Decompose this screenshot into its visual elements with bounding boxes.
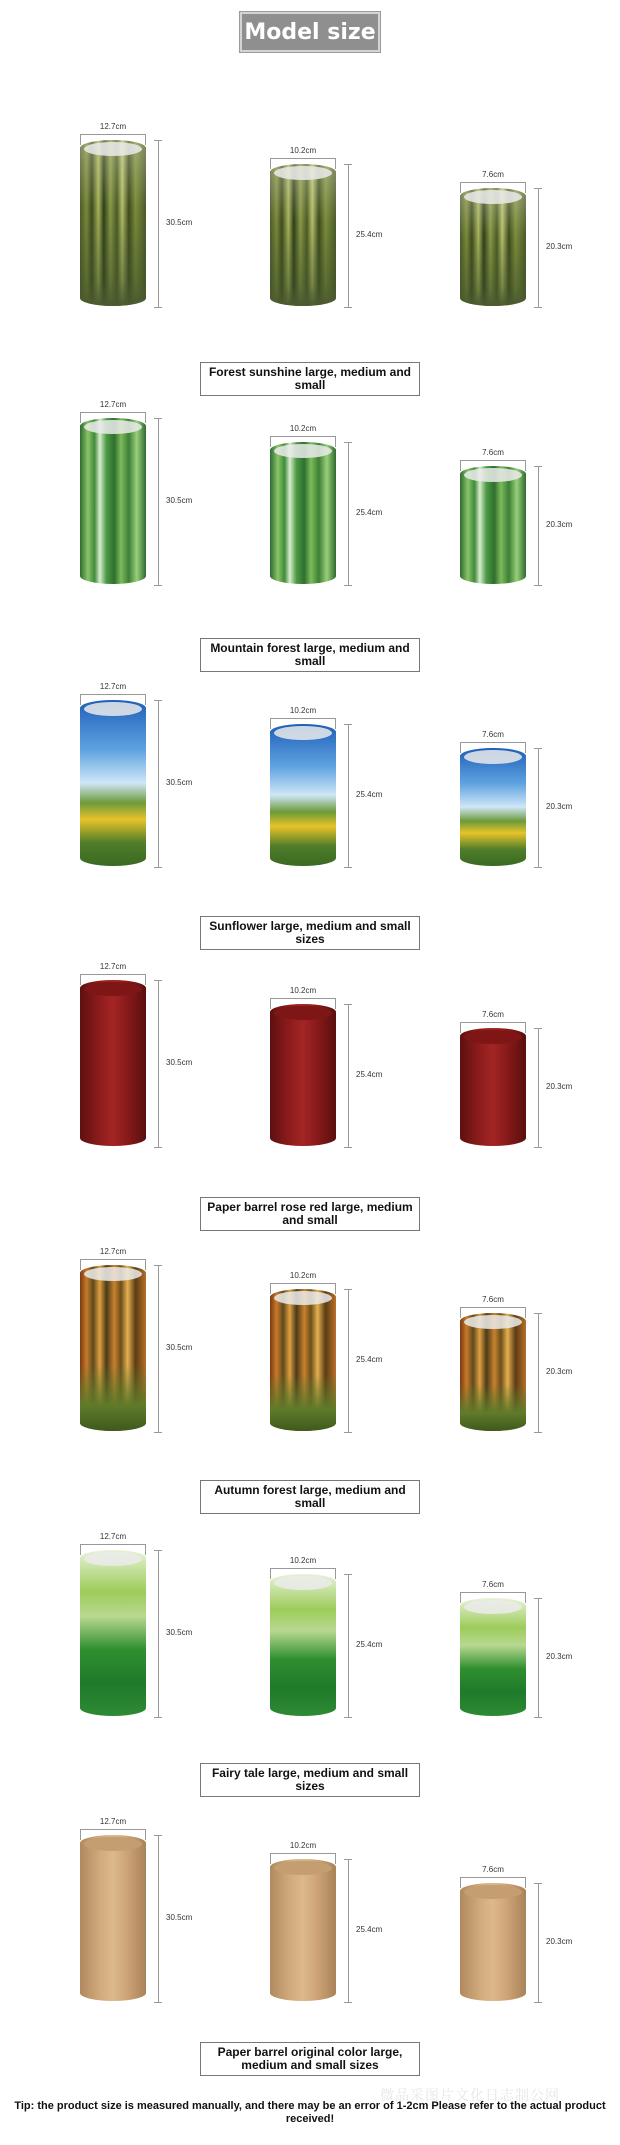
height-dimension-line (154, 1835, 162, 2003)
page-title: Model size (240, 12, 380, 52)
height-label: 25.4cm (356, 230, 383, 239)
width-label: 10.2cm (289, 1271, 317, 1280)
product-canister-large (80, 1835, 146, 2001)
width-label: 12.7cm (99, 1247, 127, 1256)
canister-lid (274, 1006, 332, 1020)
product-row (0, 1247, 620, 1445)
product-canister-large (80, 1265, 146, 1431)
height-label: 30.5cm (166, 1343, 193, 1352)
height-label: 20.3cm (546, 1652, 573, 1661)
product-canister-medium (270, 164, 336, 306)
product-caption: Paper barrel rose red large, medium and small (200, 1197, 420, 1231)
product-caption: Autumn forest large, medium and small (200, 1480, 420, 1514)
width-label: 12.7cm (99, 682, 127, 691)
width-label: 12.7cm (99, 1817, 127, 1826)
product-row (0, 1532, 620, 1730)
product-canister-medium (270, 1859, 336, 2001)
product-canister-medium (270, 1004, 336, 1146)
height-label: 20.3cm (546, 520, 573, 529)
product-canister-small (460, 748, 526, 866)
height-dimension-line (344, 1859, 352, 2003)
product-canister-large (80, 700, 146, 866)
canister-lid (464, 750, 522, 764)
product-caption: Forest sunshine large, medium and small (200, 362, 420, 396)
height-label: 20.3cm (546, 1367, 573, 1376)
width-label: 7.6cm (482, 170, 504, 179)
width-label: 12.7cm (99, 1532, 127, 1541)
height-label: 30.5cm (166, 1628, 193, 1637)
canister-lid (84, 702, 142, 716)
product-canister-medium (270, 1574, 336, 1716)
height-dimension-line (344, 724, 352, 868)
canister-lid (84, 1552, 142, 1566)
width-label: 7.6cm (482, 1295, 504, 1304)
height-label: 30.5cm (166, 218, 193, 227)
height-label: 25.4cm (356, 508, 383, 517)
height-dimension-line (154, 418, 162, 586)
width-label: 10.2cm (289, 986, 317, 995)
height-dimension-line (344, 1574, 352, 1718)
measurement-tip: Tip: the product size is measured manually, and there may be an error of 1-2cm Please refer to the actual product received! (14, 2100, 606, 2125)
width-label: 7.6cm (482, 448, 504, 457)
height-label: 25.4cm (356, 790, 383, 799)
height-label: 20.3cm (546, 242, 573, 251)
canister-lid (274, 1576, 332, 1590)
canister-lid (84, 420, 142, 434)
canister-lid (84, 1267, 142, 1281)
product-canister-small (460, 1598, 526, 1716)
product-row (0, 962, 620, 1160)
product-caption: Sunflower large, medium and small sizes (200, 916, 420, 950)
canister-lid (464, 190, 522, 204)
watermark: 微品采图片文化日志制公网 (380, 2087, 560, 2103)
height-dimension-line (154, 1265, 162, 1433)
height-dimension-line (344, 442, 352, 586)
height-label: 30.5cm (166, 1913, 193, 1922)
height-dimension-line (534, 1028, 542, 1148)
canister-lid (274, 726, 332, 740)
product-row (0, 682, 620, 880)
height-dimension-line (534, 1313, 542, 1433)
width-label: 7.6cm (482, 1010, 504, 1019)
canister-lid (84, 142, 142, 156)
product-row (0, 400, 620, 598)
product-caption: Mountain forest large, medium and small (200, 638, 420, 672)
product-row (0, 1817, 620, 2015)
canister-lid (464, 1315, 522, 1329)
width-label: 7.6cm (482, 1580, 504, 1589)
height-label: 25.4cm (356, 1925, 383, 1934)
height-label: 30.5cm (166, 1058, 193, 1067)
product-caption: Fairy tale large, medium and small sizes (200, 1763, 420, 1797)
canister-lid (464, 1885, 522, 1899)
height-label: 25.4cm (356, 1640, 383, 1649)
height-dimension-line (534, 466, 542, 586)
width-label: 12.7cm (99, 400, 127, 409)
product-canister-medium (270, 442, 336, 584)
height-label: 20.3cm (546, 1937, 573, 1946)
height-dimension-line (534, 1598, 542, 1718)
product-canister-small (460, 466, 526, 584)
width-label: 10.2cm (289, 1841, 317, 1850)
height-label: 20.3cm (546, 1082, 573, 1091)
width-label: 10.2cm (289, 706, 317, 715)
height-dimension-line (344, 1289, 352, 1433)
canister-lid (274, 444, 332, 458)
width-label: 12.7cm (99, 122, 127, 131)
product-caption: Paper barrel original color large, medium and small sizes (200, 2042, 420, 2076)
height-dimension-line (154, 140, 162, 308)
height-dimension-line (344, 1004, 352, 1148)
product-canister-medium (270, 1289, 336, 1431)
width-label: 7.6cm (482, 1865, 504, 1874)
width-label: 10.2cm (289, 424, 317, 433)
canister-lid (464, 1030, 522, 1044)
height-dimension-line (534, 1883, 542, 2003)
width-label: 10.2cm (289, 146, 317, 155)
product-canister-large (80, 418, 146, 584)
canister-lid (274, 1861, 332, 1875)
canister-lid (84, 982, 142, 996)
product-canister-small (460, 1883, 526, 2001)
height-label: 20.3cm (546, 802, 573, 811)
height-label: 25.4cm (356, 1070, 383, 1079)
canister-lid (274, 1291, 332, 1305)
product-row (0, 122, 620, 320)
product-canister-small (460, 188, 526, 306)
product-canister-large (80, 140, 146, 306)
width-label: 12.7cm (99, 962, 127, 971)
height-label: 25.4cm (356, 1355, 383, 1364)
product-canister-small (460, 1313, 526, 1431)
height-dimension-line (154, 1550, 162, 1718)
product-canister-large (80, 1550, 146, 1716)
height-dimension-line (344, 164, 352, 308)
canister-lid (464, 1600, 522, 1614)
product-canister-medium (270, 724, 336, 866)
height-dimension-line (154, 700, 162, 868)
width-label: 7.6cm (482, 730, 504, 739)
product-canister-small (460, 1028, 526, 1146)
height-label: 30.5cm (166, 778, 193, 787)
height-dimension-line (534, 748, 542, 868)
height-dimension-line (154, 980, 162, 1148)
canister-lid (84, 1837, 142, 1851)
canister-lid (274, 166, 332, 180)
height-label: 30.5cm (166, 496, 193, 505)
height-dimension-line (534, 188, 542, 308)
product-canister-large (80, 980, 146, 1146)
canister-lid (464, 468, 522, 482)
width-label: 10.2cm (289, 1556, 317, 1565)
